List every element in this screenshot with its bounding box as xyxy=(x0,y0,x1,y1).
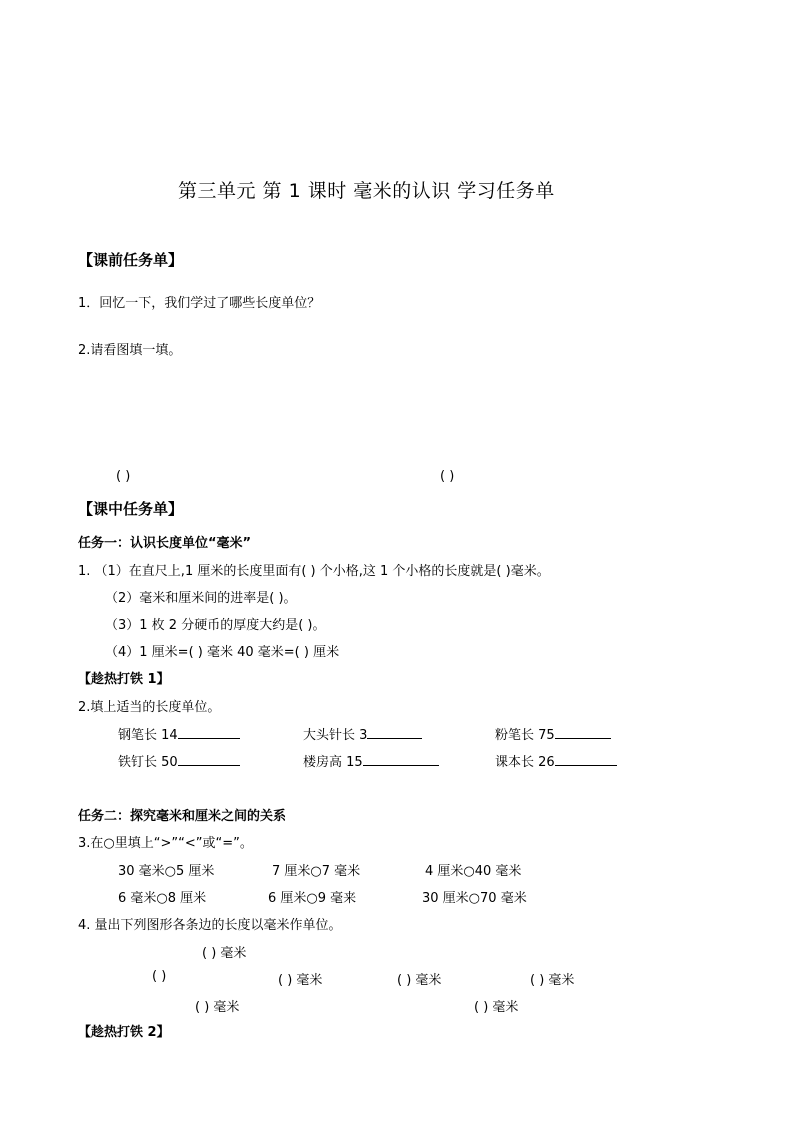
compare-item: 4 厘米○40 毫米 xyxy=(425,864,522,879)
answer-line[interactable] xyxy=(178,726,240,739)
unit-fill-item: 楼房高 15 xyxy=(303,751,439,770)
measure-item: ( ) 毫米 xyxy=(474,1000,519,1015)
task-one-title: 任务一：认识长度单位“毫米” xyxy=(78,536,252,551)
question-2: 2.填上适当的长度单位。 xyxy=(78,700,221,715)
compare-item: 6 毫米○8 厘米 xyxy=(118,891,207,906)
answer-line[interactable] xyxy=(367,726,422,739)
question-1-4: （4）1 厘米=( ) 毫米 40 毫米=( ) 厘米 xyxy=(105,645,340,660)
unit-fill-item: 粉笔长 75 xyxy=(495,724,611,743)
task-two-title: 任务二：探究毫米和厘米之间的关系 xyxy=(78,809,287,824)
measure-item: ( ) 毫米 xyxy=(202,946,247,961)
unit-fill-item: 课本长 26 xyxy=(495,751,617,770)
compare-item: 30 毫米○5 厘米 xyxy=(118,864,215,879)
answer-paren-left: ( ) xyxy=(116,469,131,484)
pre-question-2: 2.请看图填一填。 xyxy=(78,343,182,358)
compare-item: 7 厘米○7 毫米 xyxy=(272,864,361,879)
answer-line[interactable] xyxy=(178,753,240,766)
in-class-header: 【课中任务单】 xyxy=(78,500,184,518)
question-1-2: （2）毫米和厘米间的进率是( )。 xyxy=(105,591,297,606)
pre-question-1: 1．回忆一下，我们学过了哪些长度单位？ xyxy=(78,296,321,311)
measure-item: ( ) 毫米 xyxy=(195,1000,240,1015)
practice-1-header: 【趁热打铁 1】 xyxy=(78,672,170,687)
compare-item: 6 厘米○9 毫来 xyxy=(268,891,357,906)
question-3: 3.在○里填上“>”“<”或“=”。 xyxy=(78,836,253,851)
compare-item: 30 厘米○70 毫米 xyxy=(422,891,527,906)
unit-fill-item: 钢笔长 14 xyxy=(118,724,240,743)
answer-paren-right: ( ) xyxy=(440,469,455,484)
answer-line[interactable] xyxy=(363,753,439,766)
unit-fill-item: 铁钉长 50 xyxy=(118,751,240,770)
question-1-3: （3）1 枚 2 分硬币的厚度大约是( )。 xyxy=(105,618,326,633)
unit-fill-item: 大头针长 3 xyxy=(303,724,422,743)
pre-class-header: 【课前任务单】 xyxy=(78,251,184,269)
measure-item: ( ) 毫米 xyxy=(278,973,323,988)
measure-item: ( ) 毫米 xyxy=(397,973,442,988)
practice-2-header: 【趁热打铁 2】 xyxy=(78,1025,170,1040)
question-1-1: 1. （1）在直尺上,1 厘米的长度里面有( ) 个小格,这 1 个小格的长度就是( )毫米。 xyxy=(78,564,550,579)
measure-item: ( ) 毫米 xyxy=(530,973,575,988)
answer-line[interactable] xyxy=(555,753,617,766)
question-4: 4. 量出下列图形各条边的长度以毫米作单位。 xyxy=(78,918,342,933)
page-title: 第三单元 第 1 课时 毫米的认识 学习任务单 xyxy=(178,180,555,202)
measure-item: ( ) xyxy=(152,969,167,984)
answer-line[interactable] xyxy=(555,726,611,739)
